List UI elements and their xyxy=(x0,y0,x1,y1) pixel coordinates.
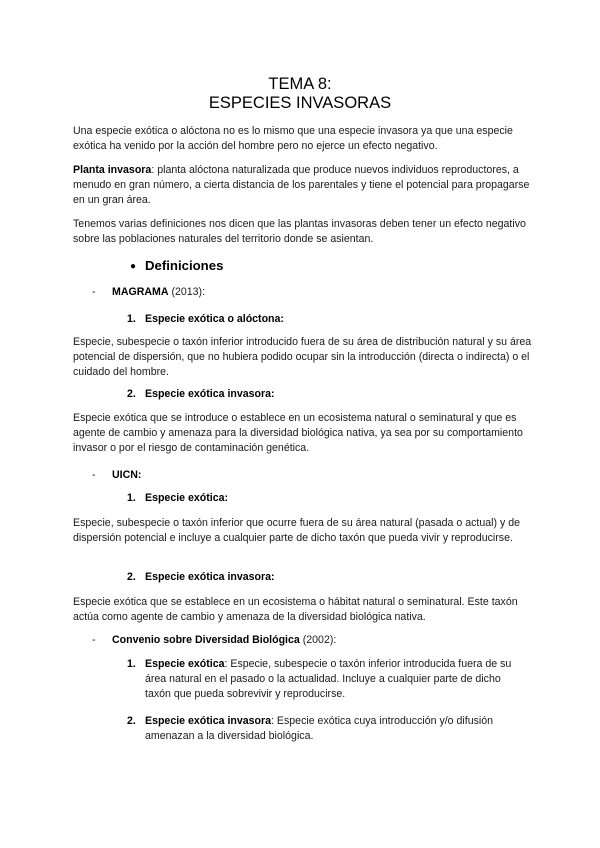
heading-label: Especie exótica: xyxy=(145,492,229,504)
heading-label: Especie exótica invasora: xyxy=(145,571,275,583)
term: Especie exótica xyxy=(145,658,225,670)
planta-term: Planta invasora xyxy=(73,164,152,176)
dash-marker: - xyxy=(92,286,96,298)
number-marker: 1. xyxy=(127,658,136,670)
dash-marker: - xyxy=(92,469,96,481)
convenio-list-item-1 xyxy=(127,657,527,703)
number-marker: 1. xyxy=(127,313,136,325)
definiciones-label: Definiciones xyxy=(145,258,224,273)
definition-text: : Especie, subespecie o taxón inferior introducida fuera de su área natural en el pasado o la actualidad. Incluye a cualquier parte de dicho taxón que pueda sobrevivir y reproducirse. xyxy=(145,658,512,701)
convenio-name: Convenio sobre Diversidad Biológica xyxy=(112,634,300,646)
uicn-definition-1: Especie, subespecie o taxón inferior que ocurre fuera de su área natural (pasada o actual) y de dispersión potencial e incluye a cualquier parte de dicho taxón que pueda vivir y reproducirse. xyxy=(73,517,520,545)
magrama-definition-1: Especie, subespecie o taxón inferior introducido fuera de su área de distribución natural y su área potencial de dispersión, que no hubiera podido ocupar sin la introducción (directa o indirecta) o el cuidado del hombre. xyxy=(73,336,532,379)
uicn-heading-1 xyxy=(127,492,228,504)
uicn-name: UICN: xyxy=(112,469,142,481)
term: Especie exótica invasora xyxy=(145,715,272,727)
magrama-heading-1 xyxy=(127,313,284,325)
uicn-heading-2 xyxy=(127,571,275,583)
uicn-item xyxy=(92,469,141,481)
convenio-item xyxy=(92,634,336,646)
definiciones-heading xyxy=(130,258,223,273)
heading-label: Especie exótica invasora: xyxy=(145,388,275,400)
tenemos-paragraph: Tenemos varias definiciones nos dicen que las plantas invasoras deben tener un efecto negativo sobre las poblaciones naturales del territorio donde se asientan. xyxy=(73,218,526,246)
magrama-year: (2013): xyxy=(168,286,206,298)
number-marker: 1. xyxy=(127,492,136,504)
magrama-name: MAGRAMA xyxy=(112,286,169,298)
convenio-year: (2002): xyxy=(299,634,337,646)
bullet-icon: ● xyxy=(130,261,137,272)
number-marker: 2. xyxy=(127,571,136,583)
convenio-list-item-2 xyxy=(127,714,527,744)
title-line-1: TEMA 8: xyxy=(268,75,332,93)
definition-text: : Especie exótica cuya introducción y/o difusión amenazan a la diversidad biológica. xyxy=(145,715,494,743)
magrama-item xyxy=(92,286,205,298)
title-line-2: ESPECIES INVASORAS xyxy=(208,94,392,112)
intro-paragraph: Una especie exótica o alóctona no es lo mismo que una especie invasora ya que una especie exótica ha venido por la acción del hombre pero no ejerce un efecto negativo. xyxy=(73,125,513,153)
number-marker: 2. xyxy=(127,388,136,400)
heading-label: Especie exótica o alóctona: xyxy=(145,313,284,325)
dash-marker: - xyxy=(92,634,96,646)
number-marker: 2. xyxy=(127,715,136,727)
magrama-heading-2 xyxy=(127,388,275,400)
magrama-definition-2: Especie exótica que se introduce o establece en un ecosistema natural o seminatural y que es agente de cambio y amenaza para la diversidad biológica nativa, ya sea por su comportamiento invasor o por el riesgo de contaminación genética. xyxy=(73,412,523,455)
planta-invasora-paragraph xyxy=(73,163,533,209)
planta-text: : planta alóctona naturalizada que produce nuevos individuos reproductores, a menudo en gran número, a cierta distancia de los parentales y tiene el potencial para propagarse en un gran área. xyxy=(73,164,530,207)
uicn-definition-2: Especie exótica que se establece en un ecosistema o hábitat natural o seminatural. Este taxón actúa como agente de cambio y amenaza de la diversidad biológica nativa. xyxy=(73,596,518,624)
